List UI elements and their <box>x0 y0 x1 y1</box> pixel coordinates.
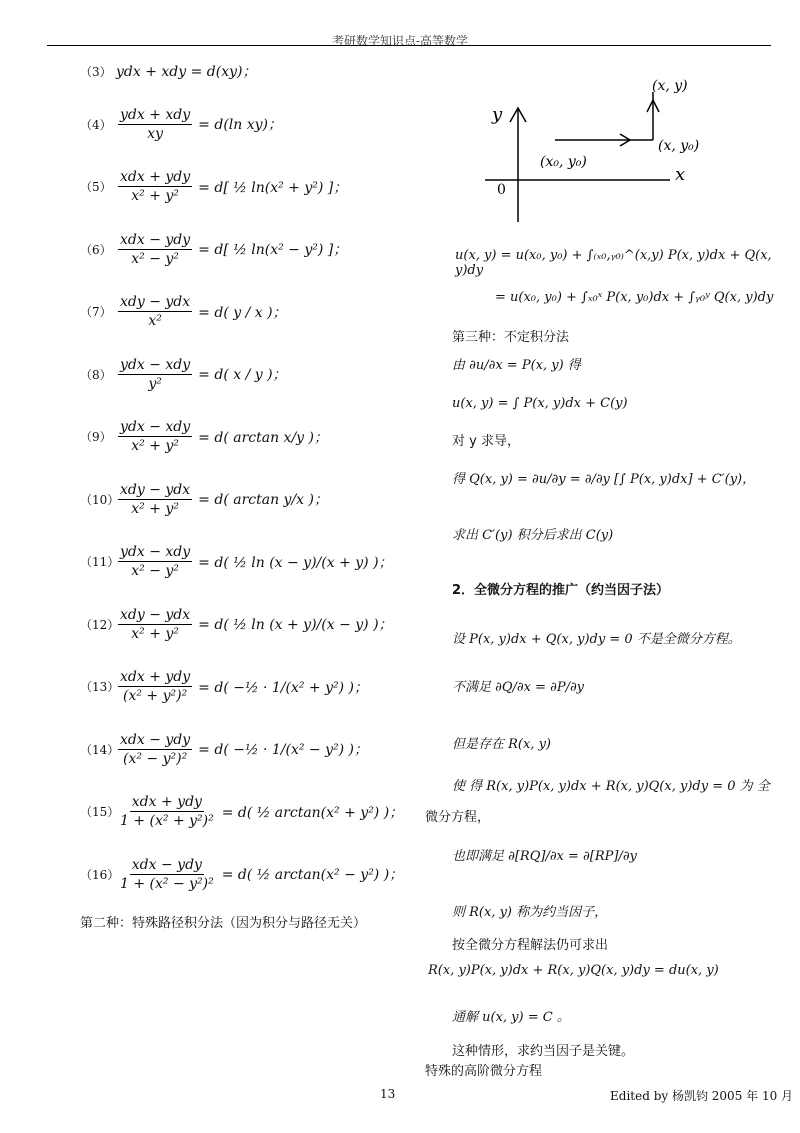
formula-fraction <box>118 294 192 329</box>
formula-fraction <box>118 419 192 454</box>
formula-fraction <box>118 669 192 704</box>
fraction-denominator: x² + y² <box>131 500 179 517</box>
formula-number: （4） <box>80 117 112 132</box>
formula-fraction <box>118 857 216 892</box>
formula-number: （6） <box>80 242 112 257</box>
fraction-numerator: xdy − ydx <box>120 481 191 498</box>
u-formula-line1: u(x, y) = u(x₀, y₀) + ∫₍ₓ₀,ᵧ₀₎^(x,y) P(x, y)dx + Q(x, y)dy <box>455 248 772 278</box>
fraction-denominator: x² − y² <box>131 250 179 267</box>
fraction-numerator: xdx − ydy <box>120 731 191 748</box>
from-line: 由 ∂u/∂x = P(x, y) 得 <box>452 358 581 373</box>
formula-row <box>80 348 287 400</box>
make-line-cont: 微分方程， <box>425 810 491 825</box>
make-line: 使 得 R(x, y)P(x, y)dx + R(x, y)Q(x, y)dy = 0 为 全 <box>452 779 770 794</box>
formula-fraction <box>118 232 192 267</box>
fraction-numerator: xdx + ydy <box>120 169 191 185</box>
page-number: 13 <box>380 1087 396 1101</box>
section-title-special-path: 第二种：特殊路径积分法（因为积分与路径无关） <box>80 916 367 931</box>
formula-rhs: = d( −½ · 1/(x² + y²) )； <box>198 679 368 696</box>
then-line: 则 R(x, y) 称为约当因子， <box>452 905 608 920</box>
path-diagram <box>470 70 770 230</box>
formula-number: （8） <box>80 367 112 382</box>
fraction-numerator: ydx − xdy <box>120 356 191 373</box>
diagram-x-label: x <box>675 164 686 185</box>
formula-rhs: = d( arctan x/y )； <box>198 429 328 446</box>
not-satisfy-line: 不满足 ∂Q/∂x = ∂P/∂y <box>452 680 585 695</box>
diagram-p1-label: (x, y₀) <box>658 138 700 154</box>
diagram-p2-label: (x, y) <box>652 78 688 94</box>
general-solution: 通解 u(x, y) = C 。 <box>452 1010 570 1025</box>
formula-fraction <box>118 169 192 204</box>
formula-fraction <box>118 357 192 392</box>
formula-fraction <box>118 482 192 517</box>
find-C: 求出 C′(y) 积分后求出 C(y) <box>452 528 614 543</box>
formula-rhs: = d( ½ arctan(x² + y²) )； <box>221 804 404 821</box>
formula-number: （9） <box>80 430 112 444</box>
fraction-denominator: y² <box>148 375 162 392</box>
formula-rhs: = d( y / x )； <box>198 304 287 321</box>
formula-number: （14） <box>80 742 120 757</box>
formula-rhs: = d( ½ ln (x − y)/(x + y) )； <box>198 554 393 571</box>
fraction-denominator: (x² + y²)² <box>122 688 188 704</box>
formula-number: （15） <box>80 805 120 819</box>
formula-row <box>80 723 368 775</box>
formula-row <box>80 786 403 838</box>
result-line: R(x, y)P(x, y)dx + R(x, y)Q(x, y)dy = du(x, y) <box>428 963 719 978</box>
differentiate-y: 对 y 求导， <box>452 434 520 449</box>
section2-title: 2．全微分方程的推广（约当因子法） <box>452 583 670 598</box>
formula-row <box>80 411 328 463</box>
formula-number: （5） <box>80 180 112 194</box>
fraction-denominator: x² + y² <box>131 188 179 204</box>
formula-number: （16） <box>80 867 120 882</box>
fraction-denominator: x² + y² <box>131 438 179 454</box>
get-Q: 得 Q(x, y) = ∂u/∂y = ∂/∂y [∫ P(x, y)dx] + C′(y)， <box>452 472 756 487</box>
formula-rhs: = d[ ½ ln(x² + y²) ]； <box>198 179 348 196</box>
formula-fraction <box>118 107 192 142</box>
special-title: 特殊的高阶微分方程 <box>425 1064 543 1079</box>
formula-3 <box>80 45 257 97</box>
formula-number: （10） <box>80 492 120 507</box>
editor-note: Edited by 杨凯钧 2005 年 10 月 <box>610 1089 794 1103</box>
fraction-denominator: (x² − y²)² <box>122 750 188 767</box>
formula-fraction <box>118 607 192 642</box>
formula-number: （3） <box>80 64 112 79</box>
formula-fraction <box>118 794 216 829</box>
fraction-numerator: xdy − ydx <box>120 606 191 623</box>
formula-rhs: = d[ ½ ln(x² − y²) ]； <box>198 242 348 258</box>
fraction-numerator: xdx + ydy <box>131 794 202 810</box>
but-exists-line: 但是存在 R(x, y) <box>452 737 552 752</box>
fraction-denominator: 1 + (x² + y²)² <box>120 813 214 829</box>
formula-row <box>80 473 328 525</box>
fraction-denominator: x² − y² <box>131 563 179 579</box>
formula-row <box>80 98 282 150</box>
diagram-origin-label: 0 <box>497 182 506 198</box>
formula-rhs: = d( x / y )； <box>198 367 287 383</box>
fraction-numerator: xdx − ydy <box>120 231 191 248</box>
method-line: 按全微分方程解法仍可求出 <box>452 938 609 953</box>
u-indefinite: u(x, y) = ∫ P(x, y)dx + C(y) <box>452 396 628 411</box>
page-header: 考研数学知识点-高等数学 <box>331 34 469 48</box>
formula-rhs: = d( ½ arctan(x² − y²) )； <box>221 867 404 883</box>
formula-rhs: = d(ln xy)； <box>198 117 282 133</box>
diagram-p0-label: (x₀, y₀) <box>540 154 587 170</box>
formula-row <box>80 661 368 713</box>
formula-number: （7） <box>80 305 112 319</box>
formula-row <box>80 161 347 213</box>
fraction-numerator: ydx − xdy <box>120 419 191 435</box>
formula-row <box>80 286 287 338</box>
fraction-denominator: 1 + (x² − y²)² <box>120 875 214 892</box>
fraction-denominator: x² + y² <box>131 625 179 642</box>
formula-row <box>80 536 393 588</box>
third-method-title: 第三种：不定积分法 <box>452 330 570 345</box>
formula-rhs: = d( −½ · 1/(x² − y²) )； <box>198 742 368 758</box>
suppose-line: 设 P(x, y)dx + Q(x, y)dy = 0 不是全微分方程。 <box>452 632 741 647</box>
formula-number: （12） <box>80 617 120 632</box>
fraction-numerator: xdx + ydy <box>120 669 191 685</box>
fraction-denominator: x² <box>148 313 162 329</box>
formula-number: （11） <box>80 555 120 569</box>
formula-row <box>80 598 393 650</box>
fraction-numerator: xdy − ydx <box>120 294 191 310</box>
formula-fraction <box>118 544 192 579</box>
formula-fraction <box>118 732 192 767</box>
diagram-y-label: y <box>492 104 503 125</box>
fraction-numerator: ydx + xdy <box>120 106 191 123</box>
fraction-numerator: xdx − ydy <box>131 856 202 873</box>
formula-row <box>80 223 347 275</box>
also-satisfy-line: 也即满足 ∂[RQ]/∂x = ∂[RP]/∂y <box>452 849 637 864</box>
fraction-numerator: ydx − xdy <box>120 544 191 560</box>
formula-rhs: = d( ½ ln (x + y)/(x − y) )； <box>198 617 393 633</box>
u-formula-line2: = u(x₀, y₀) + ∫ₓ₀ˣ P(x, y₀)dx + ∫ᵧ₀ʸ Q(x, y)dy <box>495 290 774 305</box>
formula-number: （13） <box>80 680 120 694</box>
fraction-denominator: xy <box>147 125 163 142</box>
formula-rhs: = d( arctan y/x )； <box>198 492 328 508</box>
key-line: 这种情形，求约当因子是关键。 <box>452 1044 635 1059</box>
formula-expr: ydx + xdy = d(xy)； <box>116 64 257 80</box>
formula-row <box>80 848 403 900</box>
